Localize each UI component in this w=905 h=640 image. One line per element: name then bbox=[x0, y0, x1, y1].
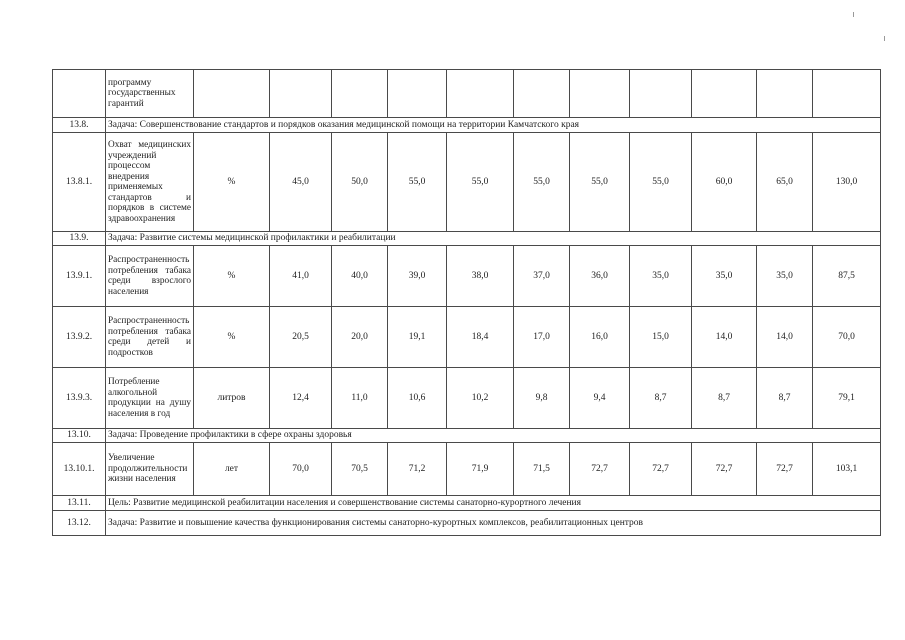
value-cell: 14,0 bbox=[757, 307, 813, 368]
value-cell: 35,0 bbox=[630, 246, 692, 307]
indicator-name: Распространенность потребления табака среди взрослого населения bbox=[106, 246, 194, 307]
value-cell: 130,0 bbox=[813, 133, 881, 232]
section-title: Задача: Совершенствование стандартов и порядков оказания медицинской помощи на территории Камчатского края bbox=[106, 118, 881, 133]
value-cell: 70,5 bbox=[332, 443, 388, 496]
section-title: Цель: Развитие медицинской реабилитации населения и совершенствование системы санаторно-курортного лечения bbox=[106, 496, 881, 511]
value-cell: 50,0 bbox=[332, 133, 388, 232]
section-row bbox=[53, 429, 881, 443]
value-cell: 10,6 bbox=[388, 368, 447, 429]
section-title: Задача: Развитие и повышение качества функционирования системы санаторно-курортных комплексов, реабилитационных центров bbox=[106, 511, 881, 536]
unit-cell: литров bbox=[194, 368, 270, 429]
row-number: 13.9. bbox=[53, 232, 106, 246]
unit-cell: лет bbox=[194, 443, 270, 496]
value-cell: 71,2 bbox=[388, 443, 447, 496]
indicators-table-body bbox=[53, 70, 881, 536]
value-cell: 8,7 bbox=[630, 368, 692, 429]
table-row bbox=[53, 246, 881, 307]
section-title: Задача: Проведение профилактики в сфере охраны здоровья bbox=[106, 429, 881, 443]
scan-mark bbox=[853, 12, 854, 17]
table-row bbox=[53, 133, 881, 232]
indicator-name: программу государственных гарантий bbox=[106, 70, 194, 118]
value-cell: 55,0 bbox=[514, 133, 570, 232]
value-cell: 35,0 bbox=[692, 246, 757, 307]
value-cell: 8,7 bbox=[692, 368, 757, 429]
scan-mark bbox=[884, 36, 885, 41]
unit-cell: % bbox=[194, 133, 270, 232]
value-cell: 71,9 bbox=[447, 443, 514, 496]
value-cell: 17,0 bbox=[514, 307, 570, 368]
value-cell: 45,0 bbox=[270, 133, 332, 232]
row-number: 13.12. bbox=[53, 511, 106, 536]
row-number: 13.10. bbox=[53, 429, 106, 443]
row-number: 13.9.2. bbox=[53, 307, 106, 368]
value-cell: 19,1 bbox=[388, 307, 447, 368]
table-row bbox=[53, 368, 881, 429]
section-row bbox=[53, 496, 881, 511]
value-cell: 9,8 bbox=[514, 368, 570, 429]
value-cell: 16,0 bbox=[570, 307, 630, 368]
table-row-continued bbox=[53, 70, 881, 118]
value-cell: 60,0 bbox=[692, 133, 757, 232]
value-cell: 55,0 bbox=[388, 133, 447, 232]
section-row bbox=[53, 511, 881, 536]
unit-cell: % bbox=[194, 246, 270, 307]
value-cell: 36,0 bbox=[570, 246, 630, 307]
section-title: Задача: Развитие системы медицинской профилактики и реабилитации bbox=[106, 232, 881, 246]
table-row bbox=[53, 443, 881, 496]
row-number: 13.11. bbox=[53, 496, 106, 511]
row-number: 13.9.1. bbox=[53, 246, 106, 307]
indicator-name: Увеличение продолжительности жизни населения bbox=[106, 443, 194, 496]
value-cell: 40,0 bbox=[332, 246, 388, 307]
indicator-name: Распространенность потребления табака среди детей и подростков bbox=[106, 307, 194, 368]
value-cell: 15,0 bbox=[630, 307, 692, 368]
value-cell: 55,0 bbox=[447, 133, 514, 232]
value-cell: 72,7 bbox=[630, 443, 692, 496]
value-cell: 103,1 bbox=[813, 443, 881, 496]
value-cell: 41,0 bbox=[270, 246, 332, 307]
value-cell: 14,0 bbox=[692, 307, 757, 368]
value-cell: 20,5 bbox=[270, 307, 332, 368]
row-number: 13.9.3. bbox=[53, 368, 106, 429]
indicator-name: Охват медицинских учреждений процессом внедрения применяемых стандартов и порядков в системе здравоохранения bbox=[106, 133, 194, 232]
indicators-table bbox=[52, 69, 881, 536]
value-cell: 71,5 bbox=[514, 443, 570, 496]
value-cell: 20,0 bbox=[332, 307, 388, 368]
value-cell: 87,5 bbox=[813, 246, 881, 307]
value-cell: 12,4 bbox=[270, 368, 332, 429]
indicator-name: Потребление алкогольной продукции на душу населения в год bbox=[106, 368, 194, 429]
value-cell: 72,7 bbox=[570, 443, 630, 496]
table-row bbox=[53, 307, 881, 368]
value-cell: 65,0 bbox=[757, 133, 813, 232]
row-number: 13.10.1. bbox=[53, 443, 106, 496]
section-row bbox=[53, 232, 881, 246]
value-cell: 10,2 bbox=[447, 368, 514, 429]
value-cell: 79,1 bbox=[813, 368, 881, 429]
row-number: 13.8. bbox=[53, 118, 106, 133]
value-cell: 9,4 bbox=[570, 368, 630, 429]
value-cell: 11,0 bbox=[332, 368, 388, 429]
unit-cell: % bbox=[194, 307, 270, 368]
value-cell: 70,0 bbox=[270, 443, 332, 496]
value-cell: 18,4 bbox=[447, 307, 514, 368]
value-cell: 37,0 bbox=[514, 246, 570, 307]
value-cell: 55,0 bbox=[630, 133, 692, 232]
value-cell: 55,0 bbox=[570, 133, 630, 232]
value-cell: 70,0 bbox=[813, 307, 881, 368]
value-cell: 38,0 bbox=[447, 246, 514, 307]
value-cell: 35,0 bbox=[757, 246, 813, 307]
value-cell: 72,7 bbox=[692, 443, 757, 496]
value-cell: 8,7 bbox=[757, 368, 813, 429]
value-cell: 72,7 bbox=[757, 443, 813, 496]
section-row bbox=[53, 118, 881, 133]
row-number: 13.8.1. bbox=[53, 133, 106, 232]
value-cell: 39,0 bbox=[388, 246, 447, 307]
